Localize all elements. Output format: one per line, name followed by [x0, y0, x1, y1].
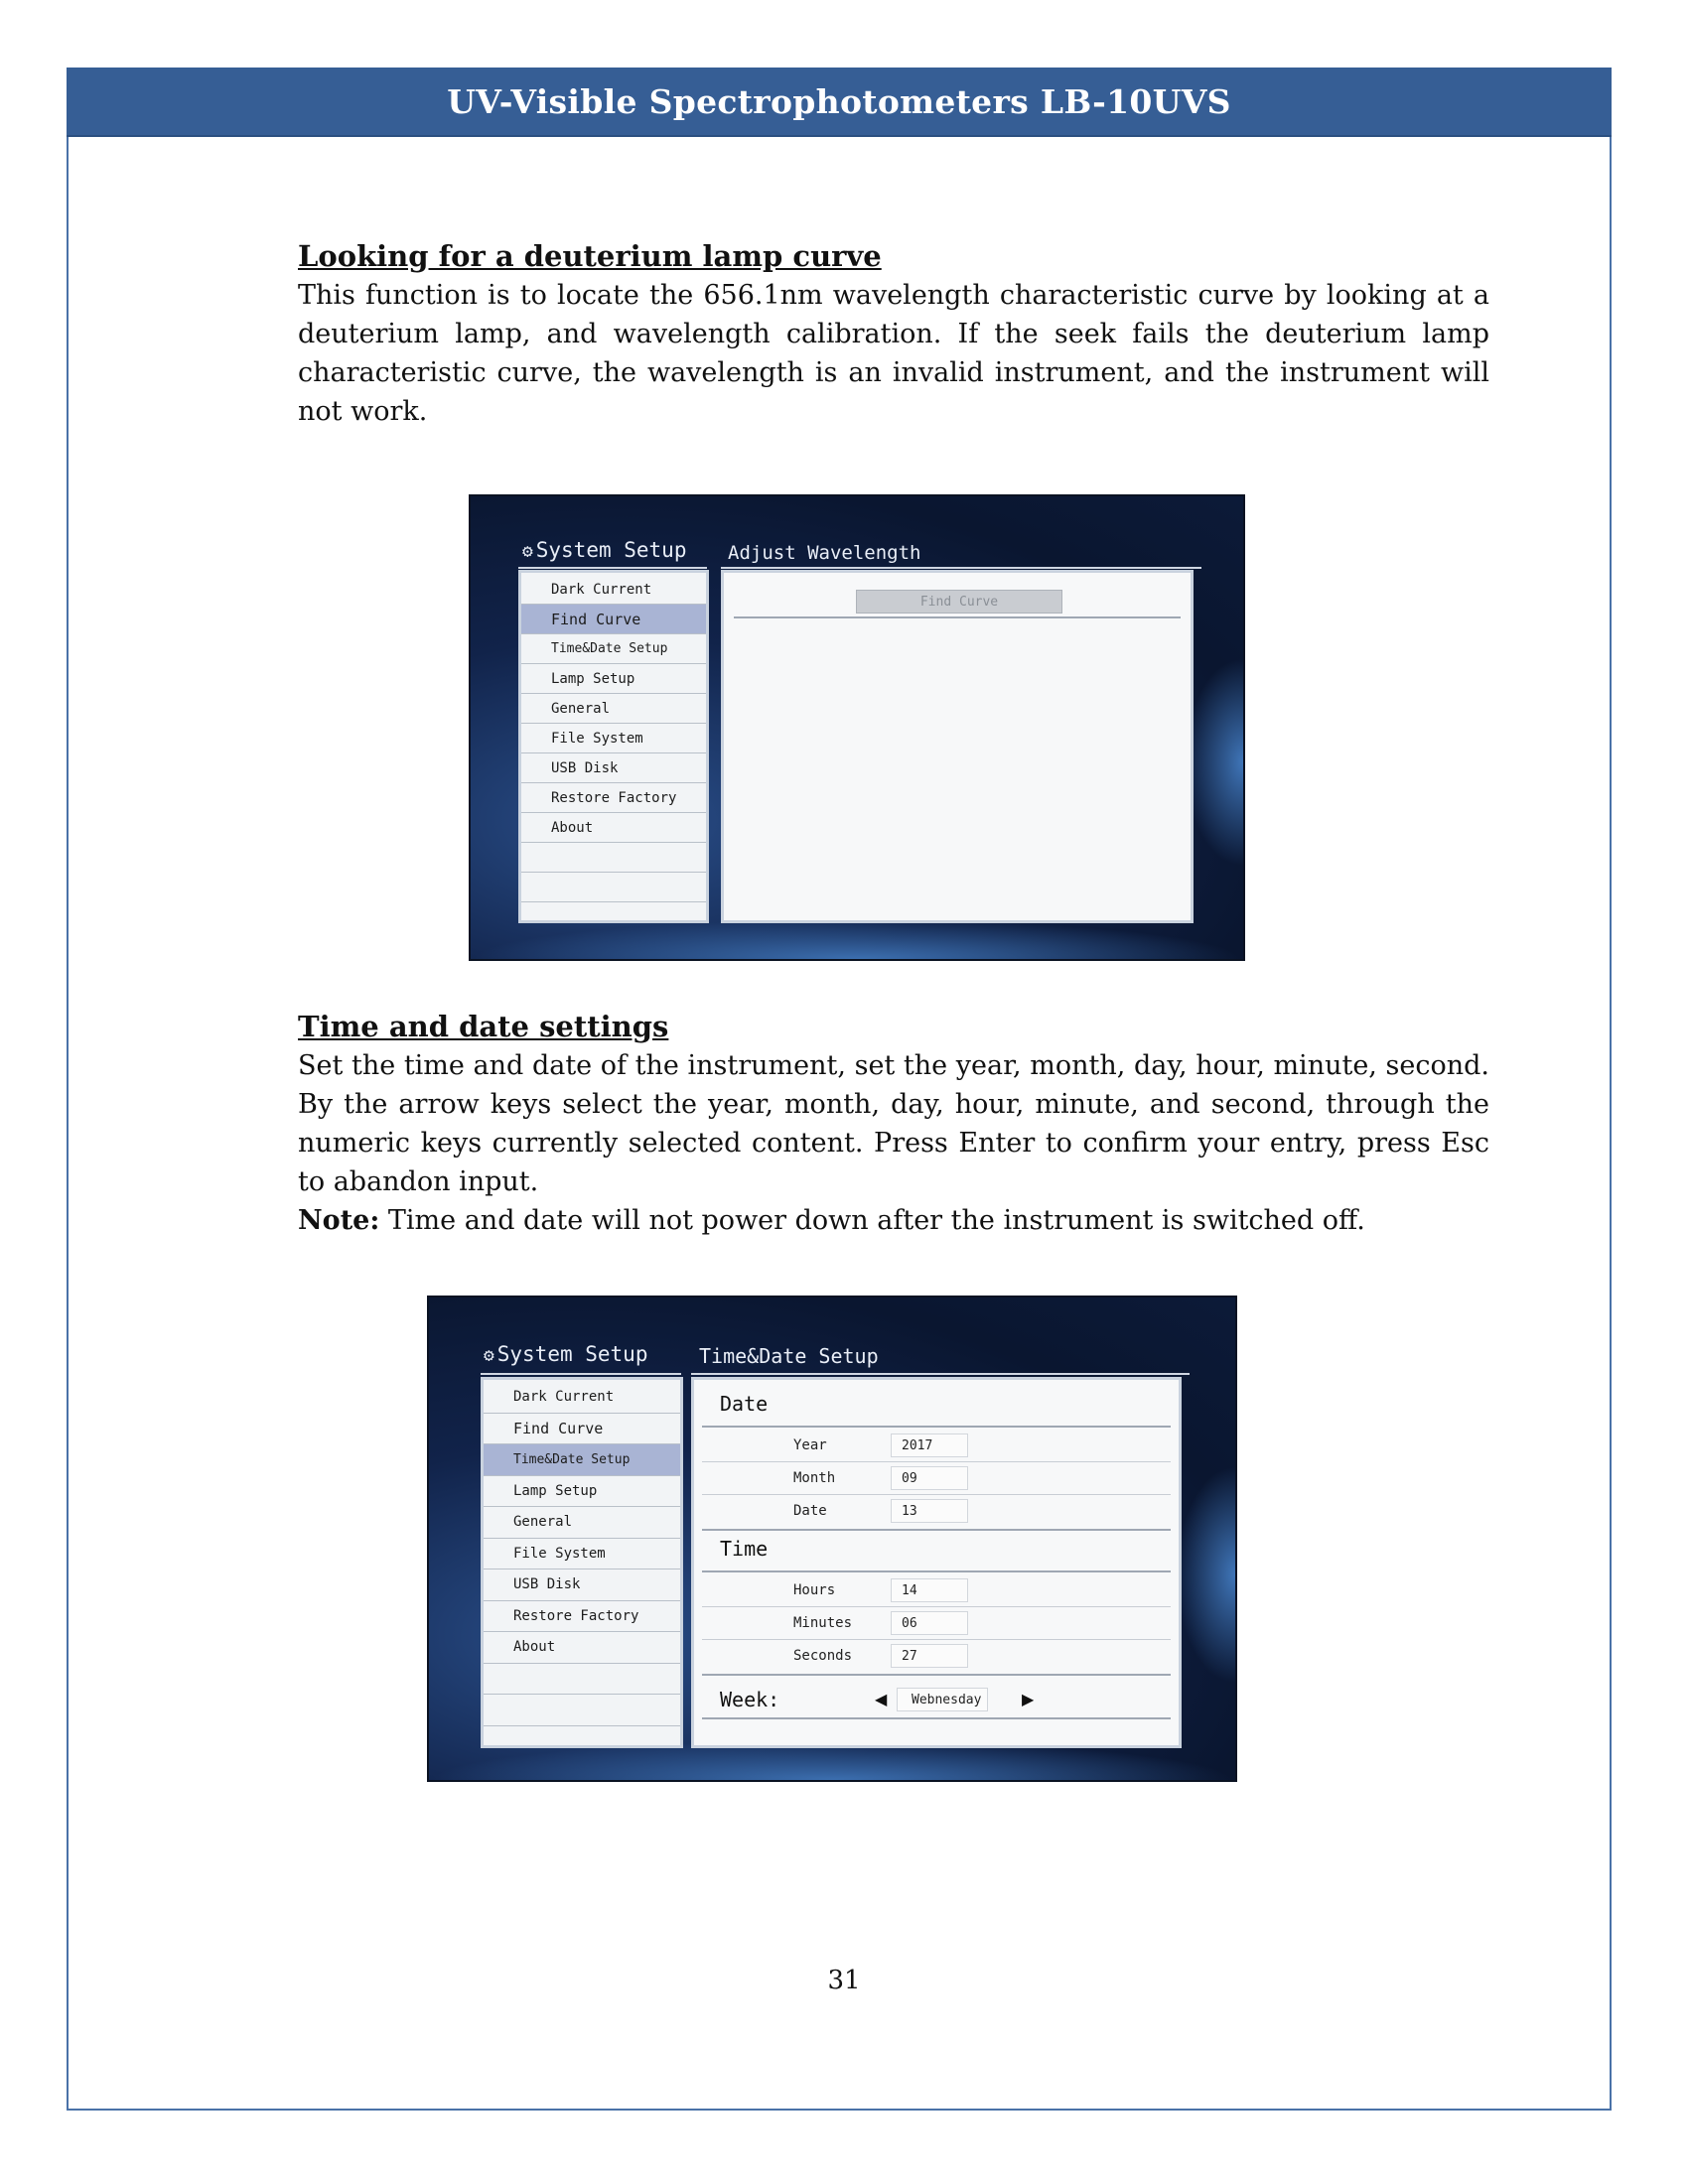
- note-label: Note:: [298, 1205, 380, 1236]
- screenshot-time-date-setup: [427, 1296, 1237, 1782]
- menu-item-time-date-setup[interactable]: Time&Date Setup: [484, 1444, 680, 1476]
- minutes-field[interactable]: 06: [891, 1611, 968, 1635]
- screen-glow: [471, 919, 1243, 959]
- content-panel: [721, 570, 1194, 923]
- time-heading: Time: [720, 1537, 769, 1561]
- find-curve-button[interactable]: Find Curve: [856, 590, 1062, 614]
- date-field[interactable]: 13: [891, 1499, 968, 1523]
- menu-item-empty: [521, 843, 706, 873]
- divider: [734, 616, 1181, 618]
- page-number: 31: [827, 1966, 861, 1995]
- menu-item-dark-current[interactable]: Dark Current: [521, 575, 706, 605]
- menu-item-usb-disk[interactable]: USB Disk: [521, 753, 706, 783]
- menu-item-empty: [521, 873, 706, 902]
- year-label: Year: [793, 1437, 827, 1453]
- menu-title: ⚙ System Setup: [522, 538, 687, 562]
- divider: [702, 1639, 1171, 1640]
- menu-item-dark-current[interactable]: Dark Current: [484, 1382, 680, 1414]
- menu-item-about[interactable]: About: [484, 1632, 680, 1664]
- note: [298, 1201, 1489, 1240]
- menu-panel: [518, 570, 709, 923]
- divider: [702, 1494, 1171, 1495]
- menu-title: ⚙ System Setup: [484, 1342, 648, 1366]
- divider: [702, 1570, 1171, 1572]
- divider: [702, 1606, 1171, 1607]
- system-setup-menu: [484, 1382, 680, 1726]
- section-time-date: [298, 1007, 1489, 1240]
- date-label: Date: [793, 1503, 827, 1519]
- system-setup-menu: [521, 575, 706, 902]
- week-field[interactable]: Webnesday: [897, 1688, 988, 1711]
- divider: [721, 567, 1201, 569]
- hours-label: Hours: [793, 1582, 836, 1598]
- note-text: Time and date will not power down after the instrument is switched off.: [379, 1205, 1365, 1236]
- month-field[interactable]: 09: [891, 1466, 968, 1490]
- section-heading: Time and date settings: [298, 1010, 669, 1043]
- screen-glow: [1176, 1466, 1235, 1684]
- arrow-left-icon[interactable]: ◀: [875, 1690, 888, 1708]
- screenshot-find-curve: [469, 494, 1245, 961]
- menu-item-empty: [484, 1695, 680, 1726]
- section-heading: Looking for a deuterium lamp curve: [298, 239, 882, 273]
- minutes-label: Minutes: [793, 1615, 853, 1631]
- menu-item-lamp-setup[interactable]: Lamp Setup: [484, 1476, 680, 1508]
- section-body: Set the time and date of the instrument, set the year, month, day, hour, minute, second. By the arrow keys select the year, month, day, hour, minute, and second, through the numeric keys currently selected content. Press Enter to confirm your entry, press Esc to abandon input.: [298, 1050, 1489, 1197]
- panel-title: Adjust Wavelength: [728, 542, 921, 564]
- menu-item-restore-factory[interactable]: Restore Factory: [521, 783, 706, 813]
- arrow-right-icon[interactable]: ▶: [1022, 1690, 1035, 1708]
- divider: [702, 1461, 1171, 1462]
- panel-title: Time&Date Setup: [699, 1344, 879, 1368]
- date-heading: Date: [720, 1392, 769, 1416]
- menu-item-file-system[interactable]: File System: [521, 724, 706, 753]
- divider: [702, 1674, 1171, 1676]
- hours-field[interactable]: 14: [891, 1578, 968, 1602]
- gear-icon: ⚙: [522, 541, 533, 562]
- seconds-label: Seconds: [793, 1648, 853, 1664]
- menu-item-about[interactable]: About: [521, 813, 706, 843]
- divider: [702, 1529, 1171, 1531]
- menu-item-file-system[interactable]: File System: [484, 1539, 680, 1570]
- menu-item-time-date-setup[interactable]: Time&Date Setup: [521, 634, 706, 664]
- menu-item-lamp-setup[interactable]: Lamp Setup: [521, 664, 706, 694]
- year-field[interactable]: 2017: [891, 1433, 968, 1457]
- month-label: Month: [793, 1470, 836, 1486]
- divider: [481, 1373, 681, 1375]
- seconds-field[interactable]: 27: [891, 1644, 968, 1668]
- menu-item-restore-factory[interactable]: Restore Factory: [484, 1601, 680, 1633]
- section-deuterium-lamp: [298, 236, 1489, 431]
- week-label: Week:: [720, 1688, 780, 1711]
- divider: [518, 567, 707, 569]
- menu-item-find-curve[interactable]: Find Curve: [521, 605, 706, 634]
- content-panel: [691, 1377, 1182, 1748]
- menu-item-usb-disk[interactable]: USB Disk: [484, 1570, 680, 1601]
- divider: [702, 1717, 1171, 1719]
- menu-item-empty: [484, 1664, 680, 1696]
- header-bar: [67, 68, 1612, 137]
- section-body: This function is to locate the 656.1nm wavelength characteristic curve by looking at a deuterium lamp, and wavelength calibration. If the seek fails the deuterium lamp characteristic curve, the wavelength is an invalid instrument, and the instrument will not work.: [298, 280, 1489, 427]
- divider: [691, 1373, 1190, 1375]
- document-title: UV-Visible Spectrophotometers LB-10UVS: [447, 81, 1231, 121]
- menu-item-find-curve[interactable]: Find Curve: [484, 1414, 680, 1445]
- menu-panel: [481, 1377, 683, 1748]
- menu-item-general[interactable]: General: [521, 694, 706, 724]
- gear-icon: ⚙: [484, 1345, 494, 1366]
- menu-item-general[interactable]: General: [484, 1507, 680, 1539]
- divider: [702, 1426, 1171, 1428]
